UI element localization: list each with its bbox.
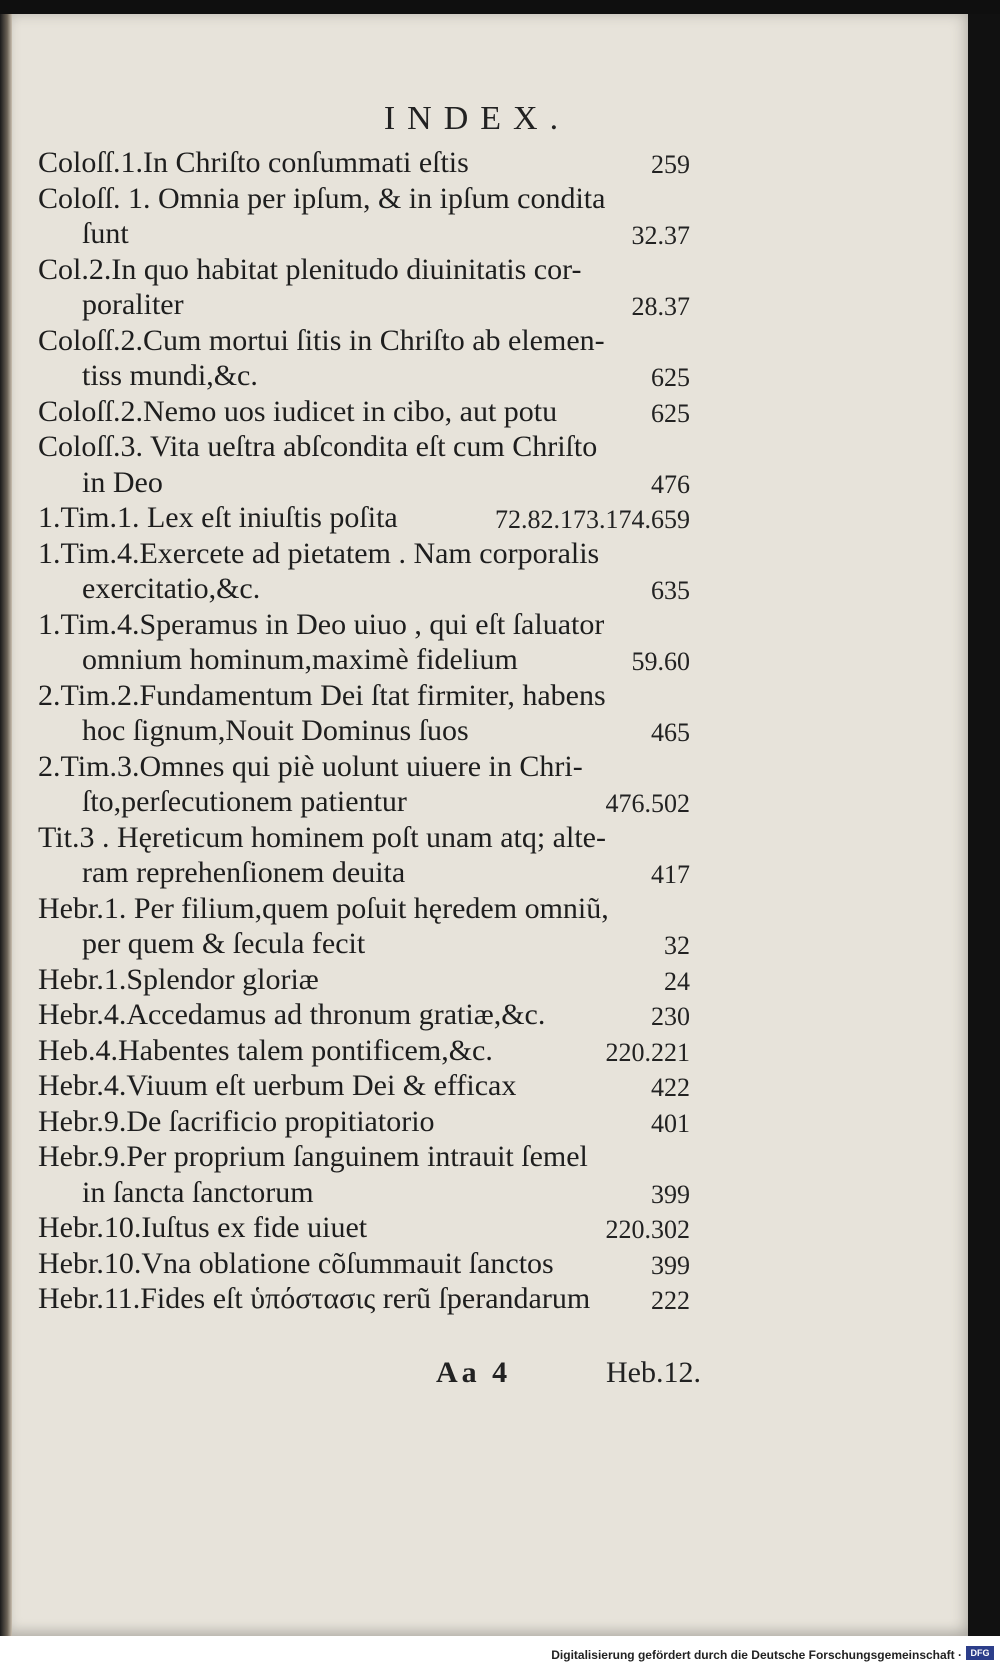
entry-page-reference: 422 <box>651 1073 690 1102</box>
entry-page-reference: 399 <box>651 1250 690 1280</box>
entry-page-reference: 465 <box>651 718 690 747</box>
entry-page-reference: 220.221 <box>605 1037 690 1067</box>
signature-mark: Aa 4 <box>436 1356 512 1389</box>
entry-text: 1.Tim.4.Exercete ad pietatem . Nam corporalis <box>38 536 600 570</box>
entry-text-continuation: per quem & ſecula fecit <box>82 927 366 960</box>
entry-text: Hebr.1.Splendor gloriæ <box>38 962 319 996</box>
entry-page-reference: 476 <box>651 469 690 499</box>
entry-text: 1.Tim.4.Speramus in Deo uiuo , qui eſt ſaluator <box>38 607 605 641</box>
entry-text-continuation: ſunt <box>82 217 129 250</box>
entry-text-continuation: tiss mundi,&c. <box>82 359 258 392</box>
entry-text: Hebr.10.Vna oblatione cõſummauit ſanctos <box>38 1246 554 1280</box>
digitization-credit: Digitalisierung gefördert durch die Deutsche Forschungsgemeinschaft · <box>551 1648 962 1662</box>
entry-text: Hebr.10.Iuſtus ex fide uiuet <box>38 1211 368 1244</box>
entry-text: Coloſſ.1.In Chriſto conſummati eſtis <box>38 146 469 179</box>
entry-text: Hebr.4.Viuum eſt uerbum Dei & efficax <box>38 1069 517 1102</box>
entry-text-continuation: in Deo <box>82 465 163 499</box>
entry-page-reference: 259 <box>651 150 690 179</box>
entry-text-continuation: poraliter <box>82 288 184 321</box>
entry-text-continuation: ram reprehenſionem deuita <box>82 856 406 889</box>
entry-text: 2.Tim.2.Fundamentum Dei ſtat firmiter, habens <box>38 678 606 712</box>
entry-page-reference: 417 <box>651 860 690 889</box>
entry-text: Coloſſ.3. Vita ueſtra abſcondita eſt cum Chriſto <box>38 430 598 463</box>
page-heading: INDEX. <box>383 100 571 137</box>
entry-text: Heb.4.Habentes talem pontificem,&c. <box>38 1033 493 1067</box>
book-page <box>10 14 972 1636</box>
entry-page-reference: 32 <box>664 931 690 960</box>
dfg-logo: DFG <box>966 1646 994 1660</box>
entry-page-reference: 625 <box>651 363 690 392</box>
entry-page-reference: 476.502 <box>605 789 690 818</box>
entry-text: Coloſſ. 1. Omnia per ipſum, & in ipſum condita <box>38 181 606 215</box>
entry-text-continuation: ſto,perſecutionem patientur <box>82 785 407 818</box>
entry-text-continuation: hoc ſignum,Nouit Dominus ſuos <box>82 714 469 747</box>
entry-text: Col.2.In quo habitat plenitudo diuinitatis cor- <box>38 252 582 286</box>
entry-text: Hebr.4.Accedamus ad thronum gratiæ,&c. <box>38 998 546 1031</box>
entry-text: Hebr.9.Per proprium ſanguinem intrauit ſemel <box>38 1140 588 1173</box>
scan-top-border <box>0 0 1000 14</box>
catchword: Heb.12. <box>606 1356 701 1389</box>
entry-text: Coloſſ.2.Nemo uos iudicet in cibo, aut potu <box>38 394 558 428</box>
entry-page-reference: 220.302 <box>605 1215 690 1244</box>
entry-page-reference: 230 <box>651 1002 690 1031</box>
entry-text: Tit.3 . Hęreticum hominem poſt unam atq; alte- <box>38 820 606 854</box>
entry-page-reference: 24 <box>664 966 690 996</box>
entry-text-continuation: in ſancta ſanctorum <box>82 1175 314 1209</box>
entry-page-reference: 59.60 <box>631 647 690 676</box>
entry-page-reference: 72.82.173.174.659 <box>495 505 690 534</box>
entry-text: 1.Tim.1. Lex eſt iniuſtis poſita <box>38 501 398 534</box>
scan-right-border <box>968 14 1000 1636</box>
page-left-edge <box>0 14 12 1636</box>
entry-text-continuation: exercitatio,&c. <box>82 572 261 605</box>
entry-text: Hebr.1. Per filium,quem poſuit hęredem omniũ, <box>38 891 609 925</box>
entry-page-reference: 32.37 <box>631 221 690 250</box>
entry-page-reference: 28.37 <box>631 292 690 321</box>
entry-page-reference: 222 <box>651 1286 690 1315</box>
entry-text: Hebr.9.De ſacrificio propitiatorio <box>38 1104 435 1138</box>
entry-text: Coloſſ.2.Cum mortui ſitis in Chriſto ab elemen- <box>38 323 605 357</box>
entry-page-reference: 399 <box>651 1179 690 1209</box>
entry-page-reference: 635 <box>651 576 690 605</box>
entry-page-reference: 401 <box>651 1108 690 1138</box>
entry-page-reference: 625 <box>651 398 690 428</box>
entry-text: Hebr.11.Fides eſt ὑπόστασις rerũ ſperandarum <box>38 1282 591 1315</box>
entry-text: 2.Tim.3.Omnes qui piè uolunt uiuere in Chri- <box>38 749 583 783</box>
entry-text-continuation: omnium hominum,maximè fidelium <box>82 643 518 676</box>
